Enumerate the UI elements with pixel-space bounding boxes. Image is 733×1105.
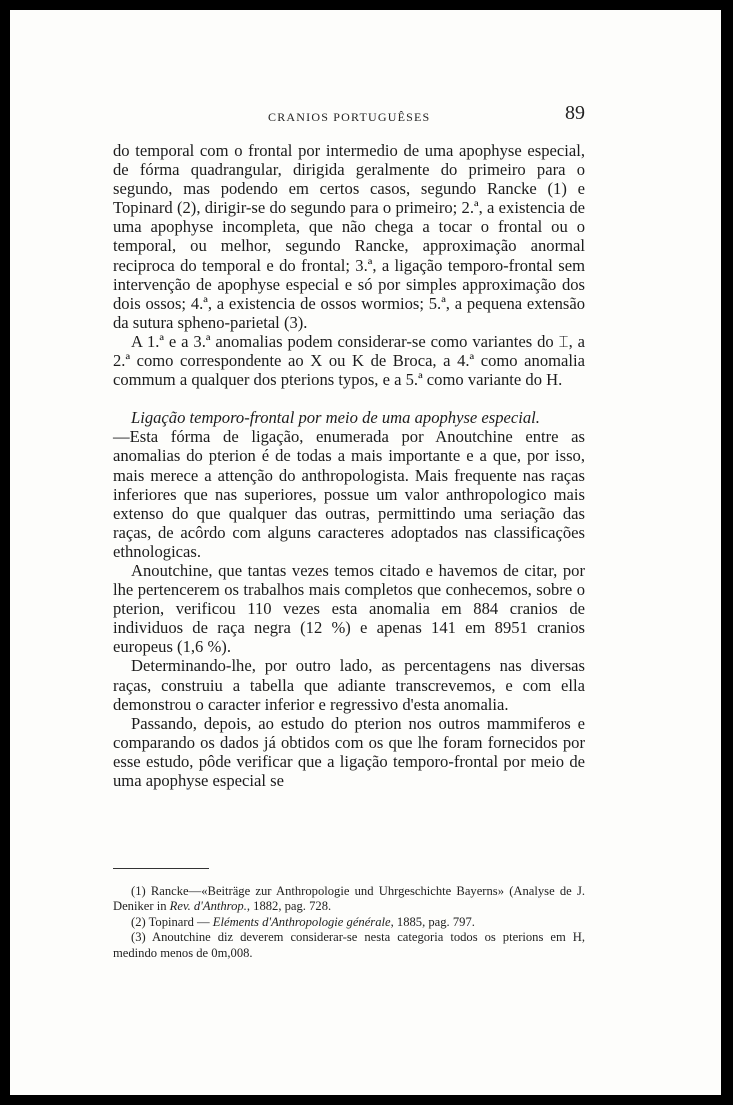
footnote-2-book: Eléments d'Anthropologie générale xyxy=(212,914,391,929)
section-paragraph xyxy=(113,408,585,561)
footnote-2 xyxy=(113,915,585,930)
paragraph-5: Determinando-lhe, por outro lado, as percentagens nas diversas raças, construiu a tabella que adiante transcrevemos, e com ella demonstrou o caracter inferior e regressivo d'esta anomalia. xyxy=(113,656,585,714)
paragraph-4: Anoutchine, que tantas vezes temos citado e havemos de citar, por lhe pertencerem os trabalhos mais completos que conhecemos, sobre o pterion, verificou 110 vezes esta anomalia em 884 cranios de individuos de raça negra (12 %) e apenas 141 em 8951 cranios europeus (1,6 %). xyxy=(113,560,585,657)
footnote-1-tail: , 1882, pag. 728. xyxy=(246,899,332,914)
footnote-3: (3) Anoutchine diz deverem considerar-se nesta categoria todos os pterions em H, medindo menos de 0m,008. xyxy=(113,930,585,960)
footnote-rule xyxy=(113,868,209,869)
footnote-1 xyxy=(113,884,585,915)
running-title: CRANIOS PORTUGUÊSES xyxy=(268,110,431,124)
paragraph-2: A 1.ª e a 3.ª anomalias podem considerar-se como variantes do ⌶, a 2.ª como correspondente ao X ou K de Broca, a 4.ª como anomalia commum a qualquer dos pterions typos, e a 5.ª como variante do H. xyxy=(113,331,585,390)
body-text xyxy=(113,141,585,790)
paragraph-1: do temporal com o frontal por intermedio de uma apophyse especial, de fórma quadrangular, dirigida geralmente do primeiro para o segundo, mas podendo em certos casos, segundo Rancke (1) e Topinard (2), dirigir-se do segundo para o primeiro; 2.ª, a existencia de uma apophyse incompleta, que não chega a tocar o frontal ou o temporal, ou melhor, segundo Rancke, approximação anormal reciproca do temporal e do frontal; 3.ª, a ligação temporo-frontal sem intervenção de apophyse especial e só por simples approximação dos dois ossos; 4.ª, a existencia de ossos wormios; 5.ª, a pequena extensão da sutura spheno-parietal (3). xyxy=(113,141,585,332)
footnotes xyxy=(113,884,585,961)
page-number: 89 xyxy=(565,102,585,124)
paragraph-6: Passando, depois, ao estudo do pterion nos outros mammiferos e comparando os dados já obtidos com os que lhe foram fornecidos por esse estudo, pôde verificar que a ligação temporo-frontal por meio de uma apophyse especial se xyxy=(113,713,585,790)
page xyxy=(10,10,721,1095)
section-title: Ligação temporo-frontal por meio de uma apophyse especial. xyxy=(131,408,540,428)
paragraph-3: —Esta fórma de ligação, enumerada por Anoutchine entre as anomalias do pterion é de todas a mais importante e a que, por isso, mais merece a attenção do anthropologista. Mais frequente nas raças inferiores que nas superiores, possue um valor anthropologico mais extenso do que qualquer das outras, permittindo uma seriação das raças, de acôrdo com alguns caracteres adoptados nas classificações ethnologicas. xyxy=(113,427,585,561)
footnote-1-journal: Rev. d'Anthrop. xyxy=(169,899,247,914)
footnote-1-text: (1) Rancke—«Beiträge zur Anthropologie und Uhrgeschichte Bayerns» (Analyse de J. Deniker in xyxy=(113,884,585,914)
footnote-2-text: (2) Topinard — xyxy=(131,914,213,929)
footnote-2-tail: , 1885, pag. 797. xyxy=(390,914,475,929)
page-header xyxy=(113,102,585,130)
